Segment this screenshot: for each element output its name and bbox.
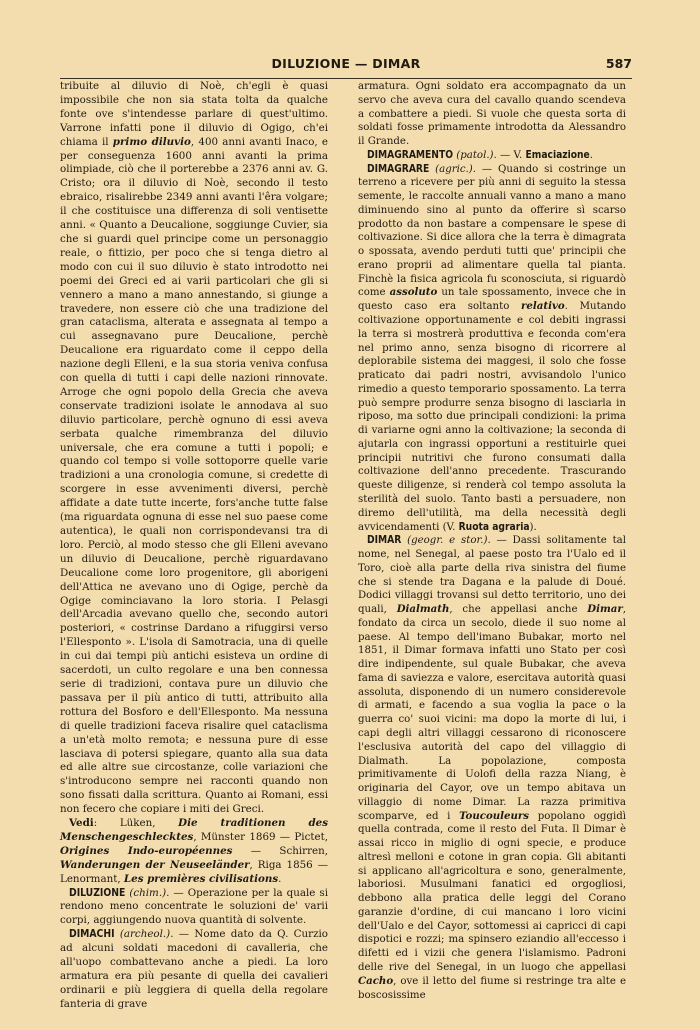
entry-dimagramento: DIMAGRAMENTO (patol.). — V. Emaciazione. <box>367 149 594 161</box>
right-column <box>358 80 626 1002</box>
entry-diluzione: DILUZIONE (chim.). — Operazione per la quale si rendono meno concentrate le soluzioni de' varii corpi, aggiungendo nuova quantità di solvente. <box>60 886 329 927</box>
entry-dimagrare: DIMAGRARE (agric.). — Quando si costringe un terreno a ricevere per più anni di seguito la stessa semente, le raccolte annuali vanno a mano a mano diminuendo sino al punto da offerire sì scarso prodotto da non bastare a compensare le spese di coltivazione. Si dice allora che la terra è dimagrata o spossata, avendo perduti tutti que' principii che erano proprii ad alimentare quella tal pianta. Finchè la fisica agricola fu sconosciuta, si riguardò come assoluto un tale spossamento, invece che in questo caso era soltanto relativo. Mutando coltivazione opportunamente e col debiti ingrassi la terra si mostrerà produttiva e feconda com'era nel primo anno, senza bisogno di ricorrere al deplorabile sistema dei maggesi, il solo che fosse praticato dai padri nostri, avvisandolo l'unico rimedio a questo temporario spossamento. La terra può sempre produrre senza bisogno di lasciarla in riposo, ma sotto due principali condizioni: la prima di variarne ogni anno la coltivazione; la seconda di ajutarla con ingrassi opportuni a restituirle quei principii nutritivi che furono consumati dalla coltivazione dell'anno precedente. Trascurando queste diligenze, si renderà col tempo assoluta la sterilità del suolo. Tanto basti a persuadere, non diremo dell'utilità, ma della necessità degli avvicendamenti (V. Ruota agraria). <box>358 163 626 533</box>
headword: DIMAGRAMENTO <box>367 149 454 161</box>
header-rule <box>60 78 632 79</box>
paragraph-vedi: Vedi: Lüken, Die traditionen des Menschengeschlecktes, Münster 1869 — Pictet, Origines Indo-européennes — Schirren, Wanderungen der Neuseeländer, Riga 1856 — Lenormant, Les premières civilisations. <box>60 817 328 885</box>
paragraph-dimachi-cont: armatura. Ogni soldato era accompagnato da un servo che aveva cura del cavallo quando scendeva a combattere a piedi. Si vuole che questa sorta di soldati fosse primamente introdotta da Alessandro il Grande. <box>358 81 626 148</box>
headword: DILUZIONE <box>69 886 126 899</box>
running-title: DILUZIONE — DIMAR <box>271 56 421 71</box>
page-header <box>60 56 632 76</box>
paragraph-diluvio: tribuite al diluvio di Noè, ch'egli è quasi impossibile che non sia stata tolta da qualche fonte ove s'intendesse parlare di quest'ultimo. Varrone infatti pone il diluvio di Ogigo, ch'ei chiama il primo diluvio, 400 anni avanti Inaco, e per conseguenza 1600 anni avanti la prima olimpiade, ciò che il porterebbe a 2376 anni av. G. Cristo; ora il diluvio di Noè, secondo il testo ebraico, risalirebbe 2349 anni avanti l'êra volgare; il che costituisce una differenza di soli ventisette anni. « Quanto a Deucalione, soggiunge Cuvier, sia che si guardi quel principe come un personaggio reale, o fittizio, per poco che si tenga dietro al modo con cui il suo diluvio è stato introdotto nei poemi dei Greci ed ai varii particolari che gli si vennero a mano a mano annestando, si giunge a travedere, non essere ciò che una tradizione del gran cataclisma, alterata e assegnata al tempo a cui assegnavano pure Deucalione, perchè Deucalione era riguardato come il ceppo della nazione degli Elleni, e la sua storia veniva confusa con quella di tutti i capi delle nazioni rinnovate. Arroge che ogni popolo della Grecia che aveva conservate tradizioni isolate le annodava al suo diluvio particolare, perchè ognuno di essi aveva serbata qualche rimembranza del diluvio universale, che era comune a tutti i popoli; e quando col tempo si volle sottoporre quelle varie tradizioni a una cronologia comune, si credette di scorgere in esse avvenimenti diversi, perchè affidate a date tutte incerte, fors'anche tutte false (ma riguardata ognuna di esse nel suo paese come autentica), le quali non corrispondevansi tra di loro. Perciò, al modo stesso che gli Elleni avevano un diluvio di Deucalione, perchè riguardavano Deucalione come loro progenitore, gli aborigeni dell'Attica ne avevano uno di Ogige, perchè da Ogige cominciavano la loro storia. I Pelasgi dell'Arcadia avevano quello che, secondo autori posteriori, « costrinse Dardano a rifuggirsi verso l'Ellesponto ». L'isola di Samotracia, una di quelle in cui dai tempi più antichi esisteva un ordine di sacerdoti, un culto regolare e una ben connessa serie di tradizioni, contava pure un diluvio che passava per il più antico di tutti, attribuito alla rottura del Bosforo e dell'Ellesponto. Ma nessuna di quelle tradizioni faceva risalire quel cataclisma a un'età molto remota; e nessuna pure di esse lasciava di potersi spiegare, quanto alla sua data ed alle altre sue circostanze, colle variazioni che s'introducono sempre nei racconti quando non sono fissati dalla scrittura. Quanto ai Romani, essi non fecero che copiare i miti dei Greci. <box>60 80 328 816</box>
headword: DIMACHI <box>69 928 115 941</box>
left-column <box>60 80 328 1012</box>
headword: DIMAGRARE <box>367 163 430 175</box>
headword: DIMAR <box>367 535 402 547</box>
page-number: 587 <box>605 56 632 71</box>
entry-dimachi: DIMACHI (archeol.). — Nome dato da Q. Curzio ad alcuni soldati macedoni di cavalleria, che all'uopo combattevano anche a piedi. La loro armatura era più pesante di quella dei cavalieri ordinarii e più leggiera di quella della regolare fanteria di grave <box>60 928 329 1010</box>
entry-dimar: DIMAR (geogr. e stor.). — Dassi solitamente tal nome, nel Senegal, al paese posto tra l'Ualo ed il Toro, cioè alla parte della riva sinistra del fiume che si stende tra Dagana e la palude di Doué. Dodici villaggi trovansi sul detto territorio, uno dei quali, Dialmath, che appellasi anche Dimar, fondato da circa un secolo, diede il suo nome al paese. Al tempo dell'imano Bubakar, morto nel 1851, il Dimar formava infatti uno Stato per così dire indipendente, sul quale Bubakar, che aveva fama di saviezza e valore, esercitava autorità quasi assoluta, disponendo di un numero considerevole di armati, e facendo a sua voglia la pace o la guerra co' suoi vicini: ma dopo la morte di lui, i capi degli altri villaggi cessarono di riconoscere l'esclusiva autorità del capo del villaggio di Dialmath. La popolazione, composta primitivamente di Uolofi della razza Niang, è originaria del Cayor, ove un tempo abitava un villaggio di nome Dimar. La razza primitiva scomparve, ed i Toucouleurs popolano oggidì quella contrada, come il resto del Futa. Il Dimar è assai ricco in miglio di ogni specie, e produce altresì melloni e cotone in gran copia. Gli abitanti si applicano all'agricoltura e sono, generalmente, laboriosi. Musulmani fanatici ed orgogliosi, debbono alla pratica delle leggi del Corano garanzie d'ordine, di cui mancano i loro vicini dell'Ualo e del Cayor, sottomessi ai capricci di capi dispotici e rozzi; ma spinsero eziandio all'eccesso i difetti ed i vizii che genera l'islamismo. Padroni delle rive del Senegal, in un luogo che appellasi Cacho, ove il letto del fiume si restringe tra alte e boscosissime <box>358 535 627 1001</box>
